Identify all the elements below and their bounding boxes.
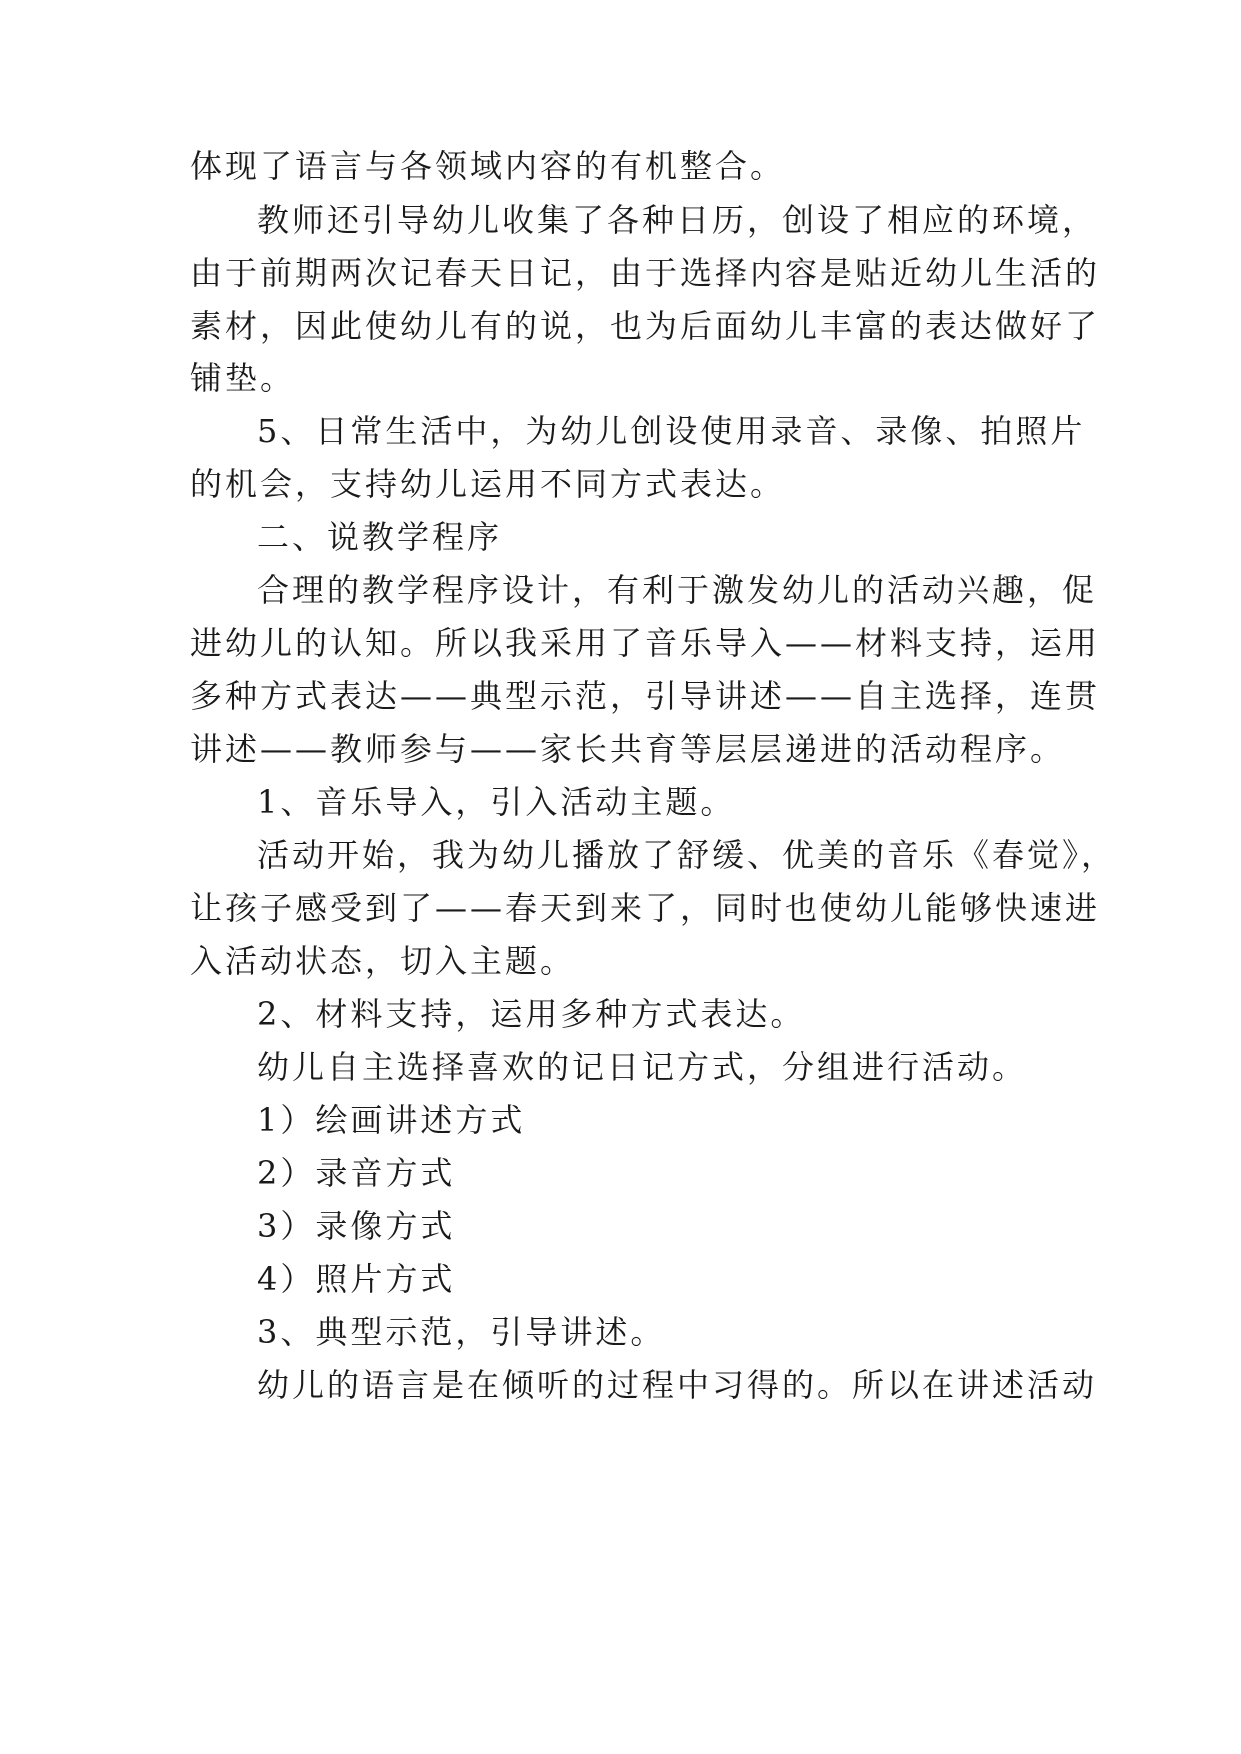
text-line: 素材，因此使幼儿有的说，也为后面幼儿丰富的表达做好了 xyxy=(190,307,1101,345)
numbered-item: 1、音乐导入，引入活动主题。 xyxy=(257,783,736,821)
list-item: 3）录像方式 xyxy=(257,1207,456,1245)
text-line: 由于前期两次记春天日记，由于选择内容是贴近幼儿生活的 xyxy=(190,254,1101,292)
section-heading: 二、说教学程序 xyxy=(257,518,503,556)
paragraph-first-line: 教师还引导幼儿收集了各种日历，创设了相应的环境， xyxy=(257,201,1098,239)
paragraph-first-line: 幼儿自主选择喜欢的记日记方式，分组进行活动。 xyxy=(257,1048,1028,1086)
list-item: 1）绘画讲述方式 xyxy=(257,1101,526,1139)
numbered-item: 3、典型示范，引导讲述。 xyxy=(257,1313,666,1351)
list-item: 2）录音方式 xyxy=(257,1154,456,1192)
text-line: 让孩子感受到了——春天到来了，同时也使幼儿能够快速进 xyxy=(190,889,1101,927)
text-line: 多种方式表达——典型示范，引导讲述——自主选择，连贯 xyxy=(190,677,1101,715)
list-item: 4）照片方式 xyxy=(257,1260,456,1298)
text-line: 的机会，支持幼儿运用不同方式表达。 xyxy=(190,465,786,503)
text-line: 入活动状态，切入主题。 xyxy=(190,942,576,980)
text-line: 讲述——教师参与——家长共育等层层递进的活动程序。 xyxy=(190,730,1066,768)
text-line: 体现了语言与各领域内容的有机整合。 xyxy=(190,147,786,185)
numbered-item: 5、日常生活中，为幼儿创设使用录音、录像、拍照片 xyxy=(257,412,1086,450)
text-line: 铺垫。 xyxy=(190,359,296,397)
text-line: 进幼儿的认知。所以我采用了音乐导入——材料支持，运用 xyxy=(190,624,1101,662)
paragraph-first-line: 合理的教学程序设计，有利于激发幼儿的活动兴趣，促 xyxy=(257,571,1098,609)
paragraph-first-line: 活动开始，我为幼儿播放了舒缓、优美的音乐《春觉》， xyxy=(257,836,1117,874)
paragraph-first-line: 幼儿的语言是在倾听的过程中习得的。所以在讲述活动 xyxy=(257,1366,1098,1404)
numbered-item: 2、材料支持，运用多种方式表达。 xyxy=(257,995,806,1033)
